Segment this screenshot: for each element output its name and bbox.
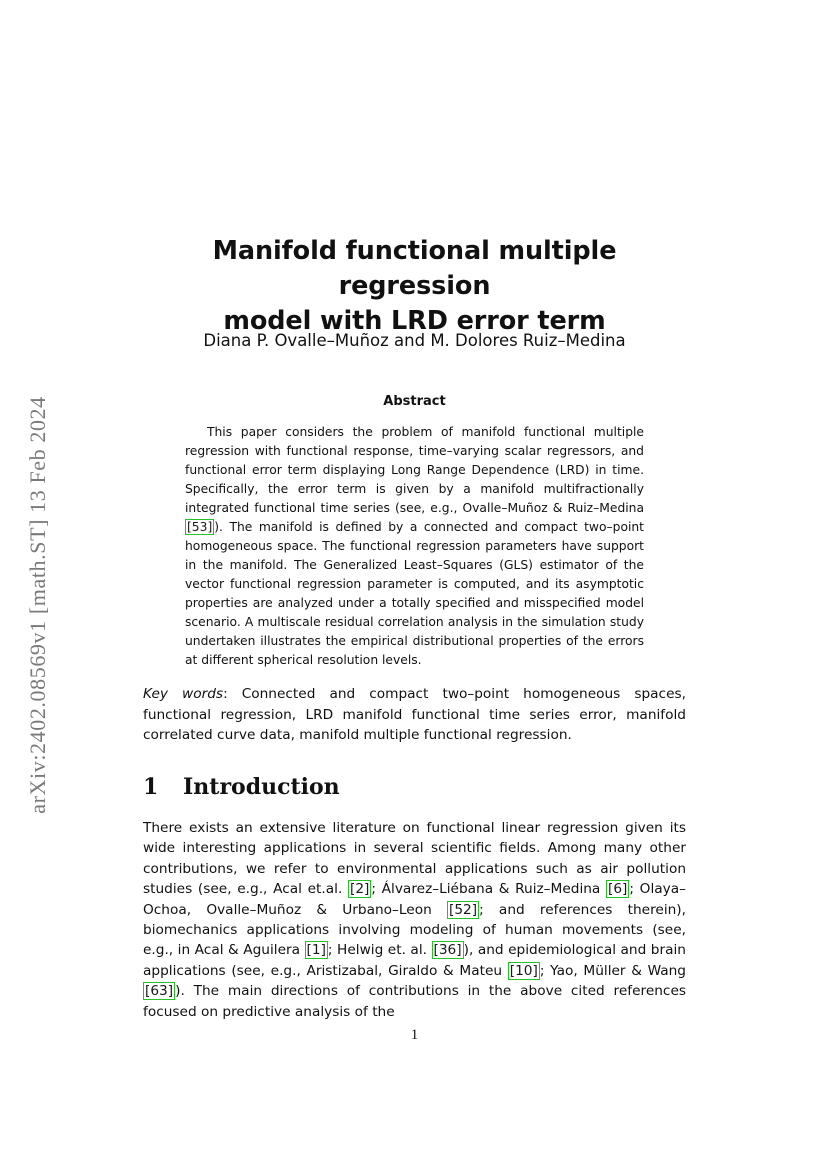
- intro-text: ; and references therein), biomechanics applications involving modeling of human movements (see, e.g., in Acal & Aguilera: [143, 901, 686, 959]
- abstract-text-part-2: ). The manifold is defined by a connected and compact two–point homogeneous space. The functional regression parameters have support in the manifold. The Generalized Least–Squares (GLS) estimator of the vector functional regression parameter is computed, and its asymptotic properties are analyzed under a totally specified and misspecified model scenario. A multiscale residual correlation analysis in the simulation study undertaken illustrates the empirical distributional properties of the errors at different spherical resolution levels.: [185, 520, 644, 667]
- arxiv-identifier-sidebar: [20, 350, 56, 860]
- abstract-body: [185, 423, 644, 670]
- intro-text: ), and epidemiological and brain applications (see, e.g., Aristizabal, Giraldo & Mateu: [143, 942, 686, 979]
- abstract-heading: Abstract: [383, 394, 446, 409]
- intro-text: There exists an extensive literature on functional linear regression given its wide interesting applications in several scientific fields. Among many other contributions, we refer to environmental applications such as air pollution studies (see, e.g., Acal et.al.: [143, 820, 686, 898]
- citation-link-52[interactable]: [52]: [448, 901, 478, 918]
- intro-text: ; Helwig et. al.: [327, 942, 432, 959]
- paper-authors: Diana P. Ovalle–Muñoz and M. Dolores Ruiz–Medina: [203, 331, 626, 350]
- intro-text: ; Álvarez–Liébana & Ruiz–Medina: [371, 881, 606, 898]
- keywords-text: : Connected and compact two–point homogeneous spaces, functional regression, LRD manifold functional time series error, manifold correlated curve data, manifold multiple functional regression.: [143, 686, 686, 743]
- citation-link-53[interactable]: [53]: [187, 520, 213, 534]
- citation-link-2[interactable]: [2]: [349, 881, 370, 898]
- citation-link-36[interactable]: [36]: [433, 942, 462, 959]
- keywords-label: Key words: [143, 686, 224, 702]
- intro-text: ; Olaya–Ochoa, Ovalle–Muñoz & Urbano–Leon: [143, 881, 686, 918]
- intro-text: ; Yao, Müller & Wang: [539, 962, 686, 979]
- arxiv-identifier: arXiv:2402.08569v1 [math.ST] 13 Feb 2024: [25, 396, 50, 814]
- intro-text: ). The main directions of contributions in the above cited references focused on predictive analysis of the: [143, 983, 686, 1020]
- citation-link-1[interactable]: [1]: [306, 942, 326, 959]
- title-line-1: Manifold functional multiple regression: [212, 236, 617, 301]
- keywords-paragraph: [143, 684, 686, 746]
- citation-link-63[interactable]: [63]: [145, 983, 174, 1000]
- citation-link-6[interactable]: [6]: [608, 881, 628, 898]
- page-number: 1: [410, 1027, 419, 1043]
- introduction-paragraph: [143, 818, 686, 1022]
- title-line-2: model with LRD error term: [223, 306, 606, 336]
- paper-title: [143, 234, 686, 339]
- citation-link-10[interactable]: [10]: [509, 962, 538, 979]
- section-title: Introduction: [183, 774, 340, 800]
- section-heading-introduction: [143, 772, 686, 802]
- abstract-text-part-1: This paper considers the problem of manifold functional multiple regression with functional response, time–varying scalar regressors, and functional error term displaying Long Range Dependence (LRD) in time. Specifically, the error term is given by a manifold multifractionally integrated functional time series (see, e.g., Ovalle–Muñoz & Ruiz–Medina: [185, 425, 644, 515]
- section-number: 1: [143, 774, 159, 800]
